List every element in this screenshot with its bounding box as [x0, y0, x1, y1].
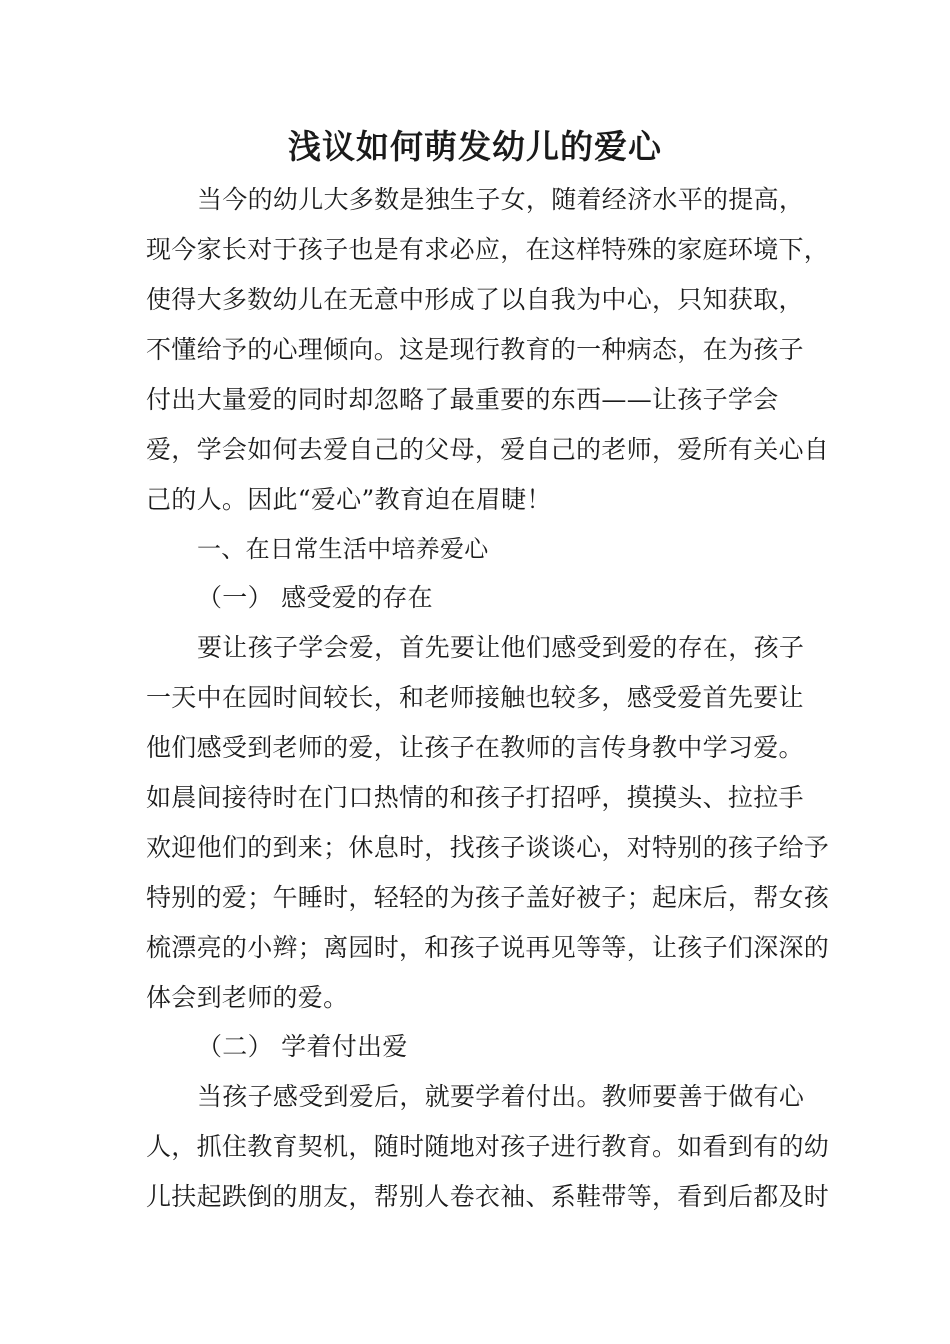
- paragraph-line: 特别的爱；午睡时，轻轻的为孩子盖好被子；起床后，帮女孩: [146, 883, 830, 912]
- subsection-heading: （一） 感受爱的存在: [197, 583, 433, 612]
- paragraph-line: 体会到老师的爱。: [146, 983, 349, 1012]
- paragraph-line: 梳漂亮的小辫；离园时，和孩子说再见等等，让孩子们深深的: [146, 933, 830, 962]
- paragraph-line: 爱，学会如何去爱自己的父母，爱自己的老师，爱所有关心自: [146, 435, 830, 464]
- paragraph-line: 他们感受到老师的爱，让孩子在教师的言传身教中学习爱。: [146, 733, 804, 762]
- paragraph-line: 人，抓住教育契机，随时随地对孩子进行教育。如看到有的幼: [146, 1132, 830, 1161]
- paragraph-line: 付出大量爱的同时却忽略了最重要的东西——让孩子学会: [146, 385, 779, 414]
- paragraph-line: 现今家长对于孩子也是有求必应，在这样特殊的家庭环境下，: [146, 235, 830, 264]
- paragraph-line: 不懂给予的心理倾向。这是现行教育的一种病态，在为孩子: [146, 335, 804, 364]
- paragraph-line: 当今的幼儿大多数是独生子女，随着经济水平的提高，: [197, 185, 805, 214]
- document-title: 浅议如何萌发幼儿的爱心: [288, 127, 662, 166]
- paragraph-line: 如晨间接待时在门口热情的和孩子打招呼，摸摸头、拉拉手: [146, 783, 804, 812]
- paragraph-line: 使得大多数幼儿在无意中形成了以自我为中心，只知获取，: [146, 285, 804, 314]
- paragraph-line: 要让孩子学会爱，首先要让他们感受到爱的存在，孩子: [197, 633, 805, 662]
- paragraph-line: 一天中在园时间较长，和老师接触也较多，感受爱首先要让: [146, 683, 804, 712]
- paragraph-line: 当孩子感受到爱后，就要学着付出。教师要善于做有心: [197, 1082, 805, 1111]
- section-heading: 一、在日常生活中培养爱心: [197, 535, 489, 563]
- paragraph-line: 欢迎他们的到来；休息时，找孩子谈谈心，对特别的孩子给予: [146, 833, 830, 862]
- subsection-heading: （二） 学着付出爱: [197, 1032, 408, 1061]
- paragraph-line: 儿扶起跌倒的朋友，帮别人卷衣袖、系鞋带等，看到后都及时: [146, 1182, 830, 1211]
- paragraph-line: 己的人。因此“爱心”教育迫在眉睫！: [146, 485, 552, 514]
